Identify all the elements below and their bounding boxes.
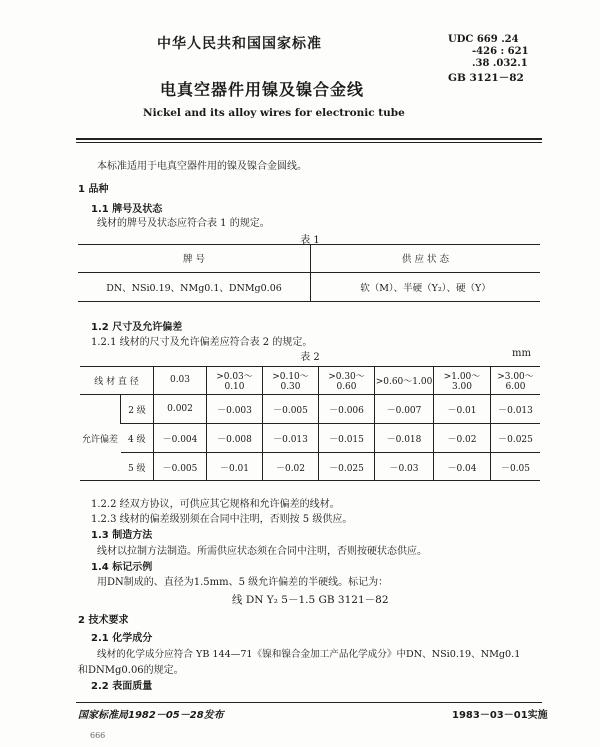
table-2-unit: mm — [512, 348, 531, 359]
table-2-cell: －0.018 — [375, 424, 434, 453]
section-1-4-heading: 1.4 标记示例 — [91, 562, 153, 573]
section-1-3-heading: 1.3 制造方法 — [91, 530, 153, 541]
section-2-1-heading: 2.1 化学成分 — [91, 633, 153, 644]
table-2-diameter-label: 线 材 直 径 — [80, 366, 154, 395]
section-1-1-heading: 1.1 牌号及状态 — [91, 204, 163, 215]
table-2-cell: －0.013 — [491, 395, 541, 424]
document-title: 电真空器件用镍及镍合金线 — [160, 80, 365, 99]
table-1-header-state: 供 应 状 态 — [311, 244, 541, 273]
table-1-bottom-rule — [78, 301, 540, 302]
table-2-grade: 5 级 — [121, 453, 154, 482]
section-1-4-text: 用DN制成的、直径为1.5mm、5 级允许偏差的半硬线。标记为： — [97, 577, 389, 588]
header-rule-2 — [76, 142, 542, 143]
table-2-cell: －0.025 — [491, 424, 541, 453]
table-2-cell: －0.015 — [319, 424, 375, 453]
section-1-2-heading: 1.2 尺寸及允许偏差 — [91, 322, 183, 333]
udc-line-2: -426 : 621 — [472, 46, 529, 57]
section-2-heading: 2 技术要求 — [78, 615, 129, 626]
table-2-cell: －0.02 — [434, 424, 491, 453]
table-2 — [80, 366, 540, 481]
header-rule-1 — [76, 138, 542, 140]
table-1-header-grade: 牌 号 — [78, 244, 311, 273]
section-1-heading: 1 品种 — [78, 184, 109, 195]
table-2-cell: －0.007 — [375, 395, 434, 424]
footer-rule — [76, 702, 542, 703]
table-2-diameter: >0.30～0.60 — [319, 366, 375, 395]
section-2-2-heading: 2.2 表面质量 — [91, 681, 153, 692]
effective-date: 1983－03－01实施 — [452, 710, 548, 721]
table-2-cell: －0.013 — [263, 424, 319, 453]
table-2-cell: －0.004 — [154, 424, 207, 453]
table-2-cell: －0.025 — [319, 453, 375, 482]
table-2-cell: －0.03 — [375, 453, 434, 482]
gb-number: GB 3121－82 — [448, 72, 524, 84]
issued-date: 国家标准局1982－05－28发布 — [78, 710, 224, 721]
table-2-cell: －0.02 — [263, 453, 319, 482]
table-2-cell: 0.002 — [154, 395, 207, 424]
table-2-cell: －0.05 — [491, 453, 541, 482]
issuing-org: 中华人民共和国国家标准 — [157, 36, 322, 52]
marking-example: 线 DN Y₂ 5－1.5 GB 3121－82 — [232, 594, 389, 606]
table-1-states: 软（M）、半硬（Y₂）、硬（Y） — [311, 273, 541, 302]
table-2-cell: －0.003 — [207, 395, 263, 424]
udc-line-3: .38 .032.1 — [472, 58, 528, 69]
table-1 — [78, 244, 540, 301]
page-number: 666 — [90, 731, 106, 740]
table-2-cell: －0.005 — [154, 453, 207, 482]
table-2-diameter: >0.03～0.10 — [207, 366, 263, 395]
table-2-diameter: >1.00～3.00 — [434, 366, 491, 395]
table-1-caption: 表 1 — [300, 235, 320, 246]
intro-text: 本标准适用于电真空器件用的镍及镍合金圆线。 — [97, 161, 307, 172]
section-1-2-3-text: 1.2.3 线材的偏差级别须在合同中注明，否则按 5 级供应。 — [91, 514, 353, 525]
table-2-diameter: >0.10～0.30 — [263, 366, 319, 395]
document-subtitle: Nickel and its alloy wires for electronic tube — [143, 107, 405, 119]
table-2-diameter: 0.03 — [154, 366, 207, 395]
table-2-tolerance-label: 允许偏差 — [80, 395, 121, 482]
udc-line-1: UDC 669 .24 — [448, 34, 519, 45]
table-2-diameter: >0.60～1.00 — [375, 366, 434, 395]
table-2-cell: －0.04 — [434, 453, 491, 482]
table-2-cell: －0.005 — [263, 395, 319, 424]
table-2-caption: 表 2 — [300, 352, 320, 363]
table-2-cell: －0.008 — [207, 424, 263, 453]
section-1-2-2-text: 1.2.2 经双方协议，可供应其它规格和允许偏差的线材。 — [91, 499, 340, 510]
section-1-2-1-text: 1.2.1 线材的尺寸及允许偏差应符合表 2 的规定。 — [91, 337, 313, 348]
table-2-cell: －0.01 — [434, 395, 491, 424]
section-1-1-text: 线材的牌号及状态应符合表 1 的规定。 — [97, 218, 270, 229]
table-2-grade: 4 级 — [121, 424, 154, 453]
table-1-grades: DN、NSi0.19、NMg0.1、DNMg0.06 — [106, 283, 282, 294]
table-2-diameter: >3.00～6.00 — [491, 366, 541, 395]
table-2-bottom-rule — [80, 480, 540, 481]
section-2-1-text-line-2: 和DNMg0.06的规定。 — [78, 665, 184, 676]
table-2-cell: －0.006 — [319, 395, 375, 424]
section-1-3-text: 线材以拉制方法制造。所需供应状态须在合同中注明，否则按硬状态供应。 — [97, 546, 427, 557]
table-2-cell: －0.01 — [207, 453, 263, 482]
section-2-1-text-line-1: 线材的化学成分应符合 YB 144—71《镍和镍合金加工产品化学成分》中DN、NSi0.19、NMg0.1 — [97, 649, 521, 660]
table-2-grade: 2 级 — [121, 395, 154, 424]
